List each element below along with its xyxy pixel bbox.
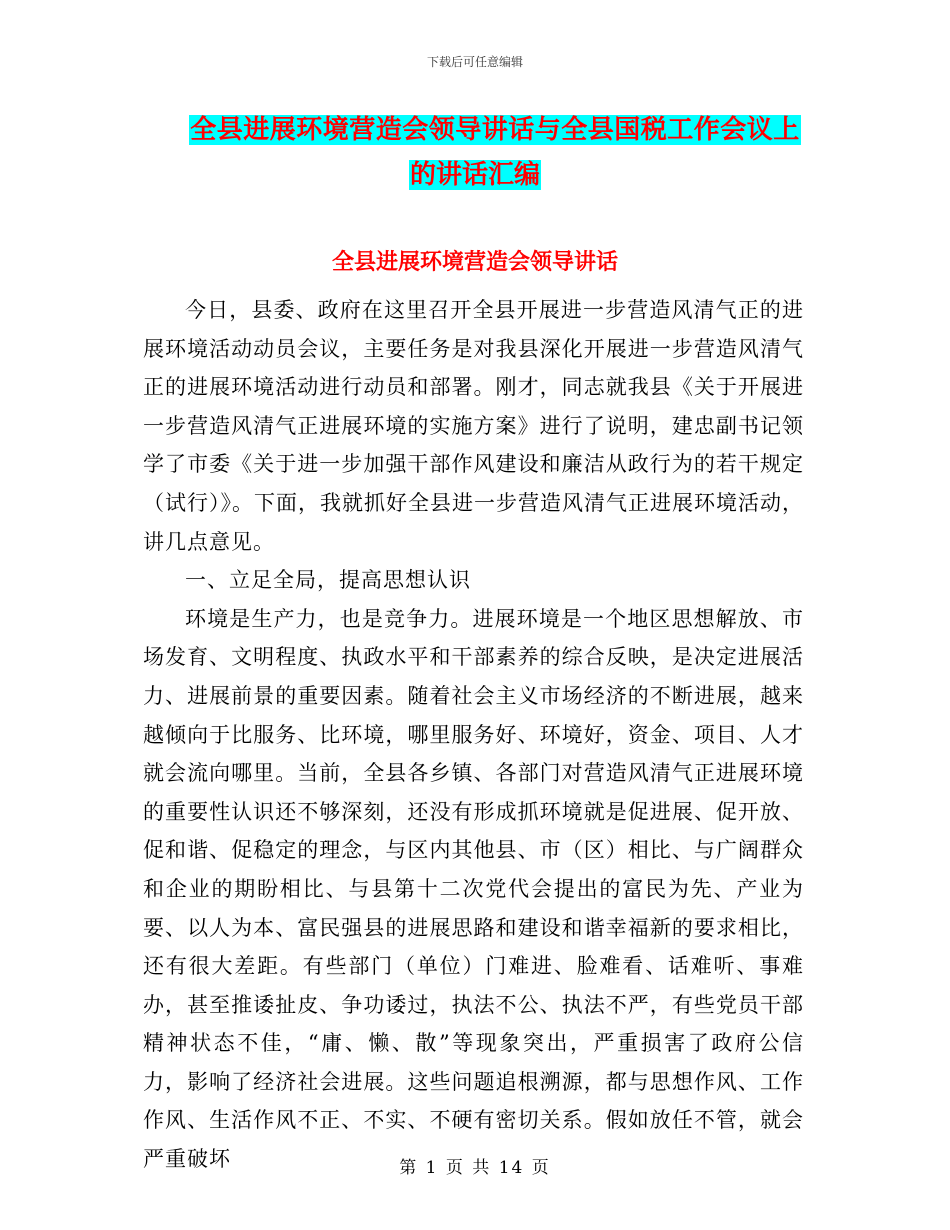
paragraph-heading-1: 一、立足全局，提高思想认识 (185, 568, 471, 593)
header-note: 下载后可任意编辑 (426, 55, 523, 69)
document-body (143, 291, 804, 1179)
paragraph-intro: 今日，县委、政府在这里召开全县开展进一步营造风清气正的进展环境活动动员会议，主要任务是对我县深化开展进一步营造风清气正的进展环境活动进行动员和部署。刚才，同志就我县《关于开展进一步营造风清气正进展环境的实施方案》进行了说明，建忠副书记领学了市委《关于进一步加强干部作风建设和廉洁从政行为的若干规定（试行）》。下面，我就抓好全县进一步营造风清气正进展环境活动，讲几点意见。 (143, 298, 804, 554)
document-title-line2: 的讲话汇编 (409, 160, 540, 190)
page-number: 第 1 页 共 14 页 (399, 1158, 551, 1178)
paragraph-environment: 环境是生产力，也是竞争力。进展环境是一个地区思想解放、市场发育、文明程度、执政水平和干部素养的综合反映，是决定进展活力、进展前景的重要因素。随着社会主义市场经济的不断进展，越来越倾向于比服务、比环境，哪里服务好、环境好，资金、项目、人才就会流向哪里。当前，全县各乡镇、各部门对营造风清气正进展环境的重要性认识还不够深刻，还没有形成抓环境就是促进展、促开放、促和谐、促稳定的理念，与区内其他县、市（区）相比、与广阔群众和企业的期盼相比、与县第十二次党代会提出的富民为先、产业为要、以人为本、富民强县的进展思路和建设和谐幸福新的要求相比，还有很大差距。有些部门（单位）门难进、脸难看、话难听、事难办，甚至推诿扯皮、争功诿过，执法不公、执法不严，有些党员干部精神状态不佳，“庸、懒、散”等现象突出，严重损害了政府公信力，影响了经济社会进展。这些问题追根溯源，都与思想作风、工作作风、生活作风不正、不实、不硬有密切关系。假如放任不管，就会严重破坏 (143, 606, 804, 1172)
document-title (0, 108, 950, 198)
document-title-line1: 全县进展环境营造会领导讲话与全县国税工作会议上 (190, 115, 800, 145)
section-title: 全县进展环境营造会领导讲话 (331, 250, 618, 275)
